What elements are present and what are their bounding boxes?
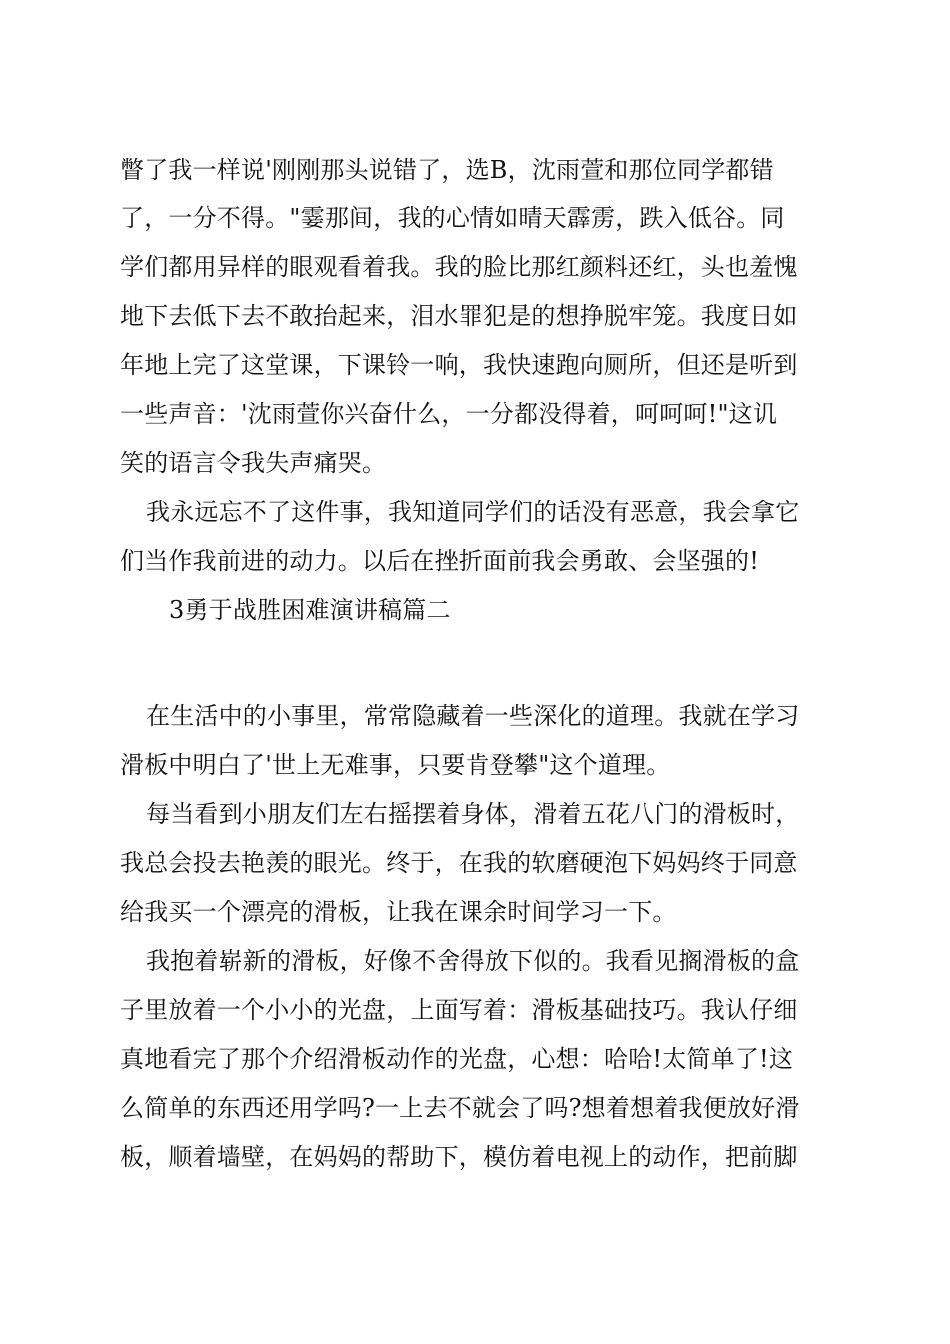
text-line: 笑的语言令我失声痛哭。 <box>120 449 387 477</box>
text-line: 了，一分不得。"霎那间，我的心情如晴天霹雳，跌入低谷。同 <box>120 204 785 232</box>
text-line: 年地上完了这堂课，下课铃一响，我快速跑向厕所，但还是听到 <box>120 351 798 379</box>
paragraph-first-line: 我抱着崭新的滑板，好像不舍得放下似的。我看见搁滑板的盒 <box>146 947 800 975</box>
text-line: 们当作我前进的动力。以后在挫折面前我会勇敢、会坚强的! <box>120 547 760 575</box>
text-line: 子里放着一个小小的光盘，上面写着：滑板基础技巧。我认仔细 <box>120 996 798 1024</box>
text-line: 么简单的东西还用学吗?一上去不就会了吗?想着想着我便放好滑 <box>120 1094 800 1122</box>
text-line: 瞥了我一样说'刚刚那头说错了，选B，沈雨萱和那位同学都错 <box>120 156 774 184</box>
text-line: 真地看完了那个介绍滑板动作的光盘，心想：哈哈!太简单了!这 <box>120 1045 794 1073</box>
text-line: 地下去低下去不敢抬起来，泪水罪犯是的想挣脱牢笼。我度日如 <box>120 302 798 330</box>
section-heading: 3勇于战胜困难演讲稿篇二 <box>169 596 451 624</box>
paragraph-first-line: 我永远忘不了这件事，我知道同学们的话没有恶意，我会拿它 <box>146 498 800 526</box>
text-line: 学们都用异样的眼观看着我。我的脸比那红颜料还红，头也羞愧 <box>120 253 798 281</box>
text-line: 给我买一个漂亮的滑板，让我在课余时间学习一下。 <box>120 898 677 926</box>
paragraph-first-line: 在生活中的小事里，常常隐藏着一些深化的道理。我就在学习 <box>146 702 800 730</box>
text-line: 我总会投去艳羡的眼光。终于，在我的软磨硬泡下妈妈终于同意 <box>120 849 798 877</box>
text-line: 一些声音：'沈雨萱你兴奋什么，一分都没得着，呵呵呵!"这讥 <box>120 400 778 428</box>
text-line: 板，顺着墙壁，在妈妈的帮助下，模仿着电视上的动作，把前脚 <box>120 1143 798 1171</box>
paragraph-first-line: 每当看到小朋友们左右摇摆着身体，滑着五花八门的滑板时， <box>146 800 800 828</box>
text-line: 滑板中明白了'世上无难事，只要肯登攀"这个道理。 <box>120 751 671 779</box>
